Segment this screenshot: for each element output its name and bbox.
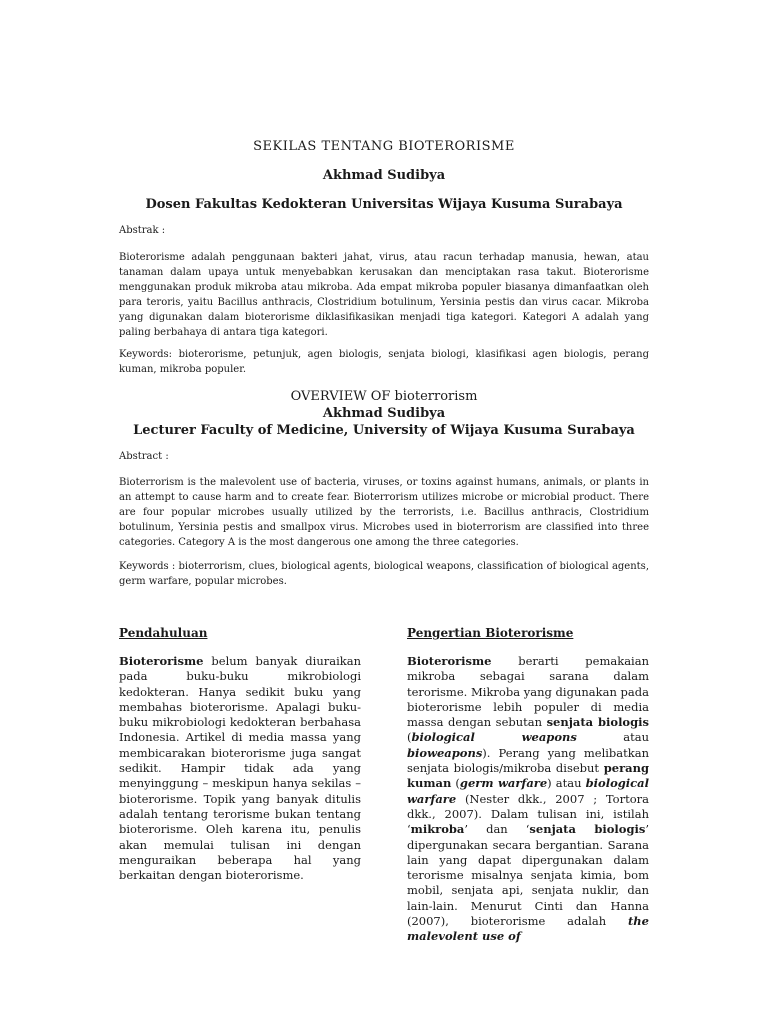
text-run: ’ dan ‘ [464,822,530,837]
text-run: (Nester dkk., 2007 ; Tortora dkk., 2007). Dalam tulisan ini, istilah ‘ [407,791,649,837]
term-bioweapons: bioweapons [407,745,483,760]
text-run: atau [576,730,649,745]
pengertian-paragraph [407,654,649,945]
keywords-en: Keywords : bioterrorism, clues, biological agents, biological weapons, classification of biological agents, germ warfare, popular microbes. [119,561,649,587]
abstract-label-en: Abstract : [119,451,169,462]
pendahuluan-text: belum banyak diuraikan pada buku-buku mikrobiologi kedokteran. Hanya sedikit buku yang membahas bioterorisme. Apalagi buku-buku mikrobiologi kedokteran berbahasa Indonesia. Artikel di media massa yang membicarakan bioterorisme juga sangat sedikit. Hampir tidak ada yang menyinggung – meskipun hanya sekilas – bioterorisme. Topik yang banyak ditulis adalah tentang terorisme bukan tentang bioterorisme. Oleh karena itu, penulis akan memulai tulisan ini dengan menguraikan beberapa hal yang berkaitan dengan bioterorisme. [119,654,361,883]
term-mikroba: mikroba [410,822,465,837]
keywords-id: Keywords: bioterorisme, petunjuk, agen biologis, senjata biologi, klasifikasi agen biologis, perang kuman, mikroba populer. [119,349,649,375]
term-perang-kuman: perang kuman [407,761,649,791]
author-name-en: Akhmad Sudibya [322,406,446,421]
text-run: berarti pemakaian mikroba sebagai sarana dalam terorisme. Mikroba yang digunakan pada bioterorisme lebih populer di media massa dengan sebutan [407,654,649,730]
paper-title-id: SEKILAS TENTANG BIOTERORISME [253,139,515,154]
lead-term-bioterorisme: Bioterorisme [119,654,204,668]
text-run: ) atau [547,776,586,791]
term-biological-warfare: biological warfare [407,776,649,806]
text-run: ’ dipergunakan secara bergantian. Sarana lain yang dapat dipergunakan dalam terorisme misalnya senjata kimia, bom mobil, senjata api, senjata nuklir, dan lain-lain. Menurut Cinti dan Hanna (2007), bioterorisme adalah [407,822,649,929]
term-senjata-biologis-2: senjata biologis [529,822,646,837]
abstract-label-id: Abstrak : [119,225,166,236]
term-senjata-biologis: senjata biologis [546,715,649,730]
term-germ-warfare: germ warfare [459,776,548,791]
affiliation-id: Dosen Fakultas Kedokteran Universitas Wijaya Kusuma Surabaya [145,197,623,212]
english-header [0,388,768,439]
term-bioterorisme: Bioterorisme [407,654,492,668]
abstract-text-id: Bioterorisme adalah penggunaan bakteri jahat, virus, atau racun terhadap manusia, hewan, atau tanaman dalam upaya untuk menyebabkan kerusakan dan menciptakan rasa takut. Bioterorisme menggunakan produk mikroba atau mikroba. Ada empat mikroba populer biasanya dimanfaatkan oleh para teroris, yaitu Bacillus anthracis, Clostridium botulinum, Yersinia pestis dan virus cacar. Mikroba yang digunakan dalam bioterorisme diklasifikasikan menjadi tiga kategori. Kategori A adalah yang paling berbahaya di antara tiga kategori. [119,252,649,338]
text-run: ). Perang yang melibatkan senjata biologis/mikroba disebut [407,745,649,776]
abstract-text-en: Bioterrorism is the malevolent use of bacteria, viruses, or toxins against humans, animals, or plants in an attempt to cause harm and to create fear. Bioterrorism utilizes microbe or microbial product. There are four popular microbes usually utilized by the terrorists, i.e. Bacillus anthracis, Clostridium botulinum, Yersinia pestis and smallpox virus. Microbes used in bioterrorism are classified into three categories. Category A is the most dangerous one among the three categories. [119,477,649,548]
text-run: ( [407,730,412,745]
term-biological-weapons: biological weapons [411,730,577,745]
author-name-id: Akhmad Sudibya [322,168,446,183]
pendahuluan-paragraph [119,654,361,883]
term-malevolent-use: the malevolent use of [407,914,649,944]
section-heading-pengertian: Pengertian Bioterorisme [407,626,574,640]
section-heading-pendahuluan: Pendahuluan [119,626,208,640]
affiliation-en: Lecturer Faculty of Medicine, University of Wijaya Kusuma Surabaya [133,423,635,438]
text-run: ( [451,776,460,791]
paper-title-en: OVERVIEW OF bioterrorism [290,389,478,404]
